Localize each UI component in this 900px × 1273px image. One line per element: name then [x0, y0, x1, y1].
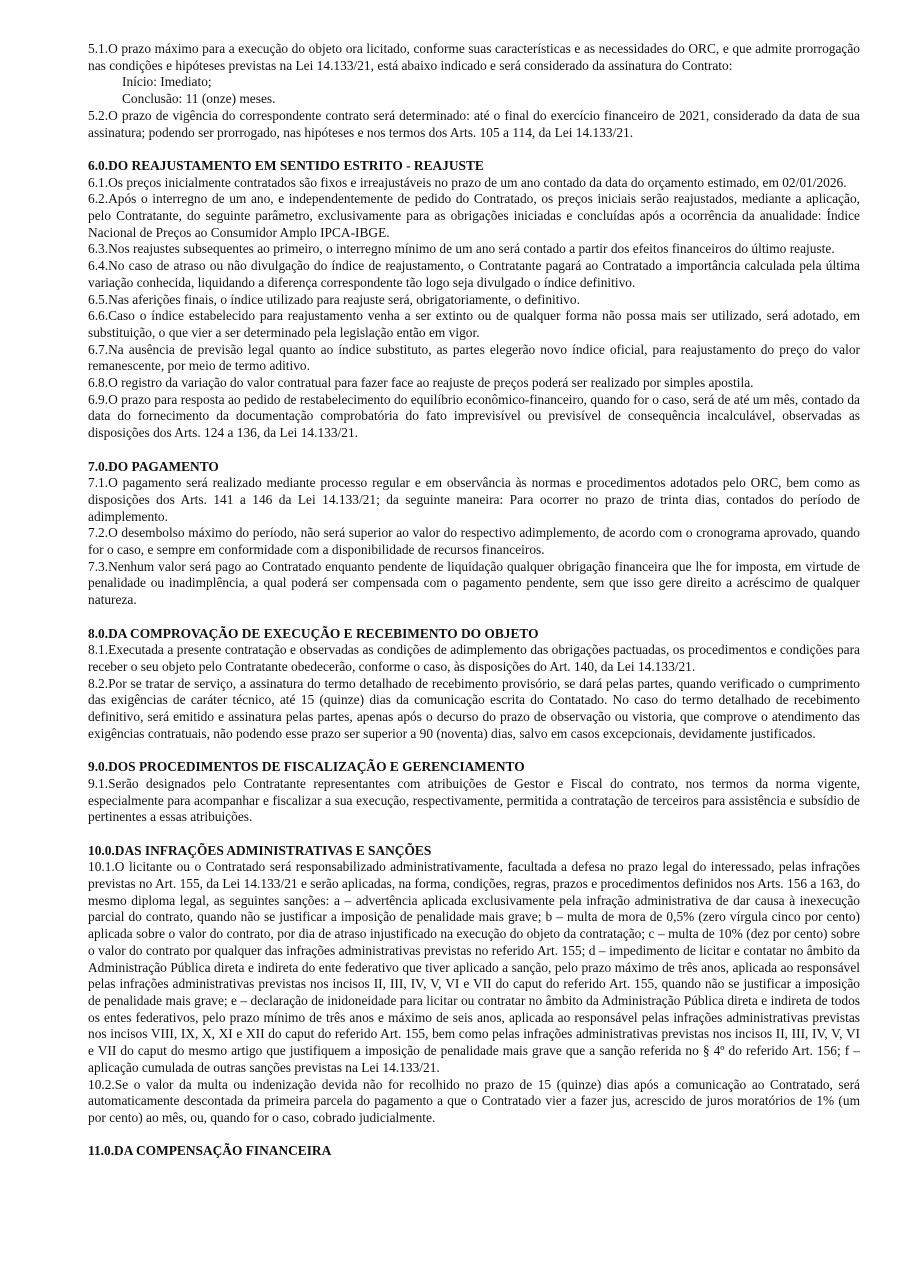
section-7	[88, 459, 860, 609]
paragraph-7-3: 7.3.Nenhum valor será pago ao Contratado enquanto pendente de liquidação qualquer obrigação financeira que lhe for imposta, em virtude de penalidade ou inadimplência, a qual poderá ser compensada com o pagamento pendente, sem que isso gere direito a acréscimo de qualquer natureza.	[88, 558, 860, 608]
paragraph-6-7: 6.7.Na ausência de previsão legal quanto ao índice substituto, as partes elegerão novo índice oficial, para reajustamento do preço do valor remanescente, por meio de termo aditivo.	[88, 341, 860, 374]
section-8-heading: 8.0.DA COMPROVAÇÃO DE EXECUÇÃO E RECEBIMENTO DO OBJETO	[88, 625, 539, 641]
paragraph-6-2: 6.2.Após o interregno de um ano, e independentemente de pedido do Contratado, os preços iniciais serão reajustados, mediante a aplicação, pelo Contratante, do seguinte parâmetro, exclusivamente para as obrigações iniciadas e concluídas após a ocorrência da anualidade: Índice Nacional de Preços ao Consumidor Amplo IPCA-IBGE.	[88, 191, 860, 240]
paragraph-6-8: 6.8.O registro da variação do valor contratual para fazer face ao reajuste de preços poderá ser realizado por simples apostila.	[88, 375, 754, 391]
paragraph-7-2: 7.2.O desembolso máximo do período, não será superior ao valor do respectivo adimplemento, de acordo com o cronograma aprovado, quando for o caso, e sempre em conformidade com a disponibilidade de recursos financeiros.	[88, 525, 860, 558]
paragraph-8-2: 8.2.Por se tratar de serviço, a assinatura do termo detalhado de recebimento provisório, se dará pelas partes, quando verificado o cumprimento das exigências de caráter técnico, até 15 (quinze) dias da comunicação escrita do Contatado. No caso do termo detalhado de recebimento definitivo, será emitido e assinatura pelas partes, apenas após o decurso do prazo de observação ou vistoria, que comprove o atendimento das exigências contratuais, não podendo esse prazo ser superior a 90 (noventa) dias, salvo em casos excepcionais, devidamente justificados.	[88, 675, 860, 741]
section-5	[88, 41, 860, 141]
paragraph-8-1: 8.1.Executada a presente contratação e observadas as condições de adimplemento das obrigações pactuadas, os procedimentos e condições para receber o seu objeto pelo Contratante obedecerão, conforme o caso, às disposições do Art. 140, da Lei 14.133/21.	[88, 642, 860, 674]
section-11	[88, 1143, 860, 1160]
paragraph-7-1: 7.1.O pagamento será realizado mediante processo regular e em observância às normas e procedimentos adotados pelo ORC, bem como as disposições dos Arts. 141 a 146 da Lei 14.133/21; da seguinte maneira: Para ocorrer no prazo de trinta dias, contados do período de adimplemento.	[88, 475, 860, 524]
paragraph-5-1-conclusao: Conclusão: 11 (onze) meses.	[122, 91, 276, 107]
section-9	[88, 759, 860, 826]
paragraph-6-3: 6.3.Nos reajustes subsequentes ao primeiro, o interregno mínimo de um ano será contado a partir dos efeitos financeiros do último reajuste.	[88, 241, 835, 257]
section-11-heading: 11.0.DA COMPENSAÇÃO FINANCEIRA	[88, 1143, 332, 1159]
paragraph-6-1: 6.1.Os preços inicialmente contratados são fixos e irreajustáveis no prazo de um ano contado da data do orçamento estimado, em 02/01/2026.	[88, 174, 847, 190]
paragraph-10-2: 10.2.Se o valor da multa ou indenização devida não for recolhido no prazo de 15 (quinze) dias após a comunicação ao Contratado, será automaticamente descontada da primeira parcela do pagamento a que o Contratado vier a fazer jus, acrescido de juros moratórios de 1% (um por cento) ao mês, ou, quando for o caso, cobrado judicialmente.	[88, 1076, 860, 1125]
paragraph-5-1: 5.1.O prazo máximo para a execução do objeto ora licitado, conforme suas características e as necessidades do ORC, e que admite prorrogação nas condições e hipóteses previstas na Lei 14.133/21, está abaixo indicado e será considerado da assinatura do Contrato:	[88, 41, 860, 73]
section-6-heading: 6.0.DO REAJUSTAMENTO EM SENTIDO ESTRITO - REAJUSTE	[88, 157, 484, 173]
paragraph-9-1: 9.1.Serão designados pelo Contratante representantes com atribuições de Gestor e Fiscal do contrato, nos termos da norma vigente, especialmente para acompanhar e fiscalizar a sua execução, respectivamente, permitida a contratação de terceiros para assistência e subsídio de pertinentes a essas atribuições.	[88, 775, 860, 825]
paragraph-5-2: 5.2.O prazo de vigência do correspondente contrato será determinado: até o final do exercício financeiro de 2021, considerado da data de sua assinatura; podendo ser prorrogado, nas hipóteses e nos termos dos Arts. 105 a 114, da Lei 14.133/21.	[88, 107, 860, 140]
section-9-heading: 9.0.DOS PROCEDIMENTOS DE FISCALIZAÇÃO E GERENCIAMENTO	[88, 759, 525, 775]
paragraph-6-9: 6.9.O prazo para resposta ao pedido de restabelecimento do equilíbrio econômico-financeiro, quando for o caso, será de até um mês, contado da data do fornecimento da documentação comprobatória do fato imprevisível ou previsível de consequência incalculável, observadas as disposições dos Arts. 124 a 136, da Lei 14.133/21.	[88, 391, 860, 441]
paragraph-6-4: 6.4.No caso de atraso ou não divulgação do índice de reajustamento, o Contratante pagará ao Contratado a importância calculada pela última variação conhecida, liquidando a diferença correspondente tão logo seja divulgado o índice definitivo.	[88, 258, 860, 290]
paragraph-10-1: 10.1.O licitante ou o Contratado será responsabilizado administrativamente, facultada a defesa no prazo legal do interessado, pelas infrações previstas no Art. 155, da Lei 14.133/21 e serão aplicadas, na forma, condições, regras, prazos e procedimentos definidos nos Arts. 156 a 163, do mesmo diploma legal, as seguintes sanções: a – advertência aplicada exclusivamente pela infração administrativa de dar causa à inexecução parcial do contrato, quando não se justificar a imposição de penalidade mais grave; b – multa de mora de 0,5% (zero vírgula cinco por cento) aplicada sobre o valor do contrato, por dia de atraso injustificado na execução do objeto da contratação; c – multa de 10% (dez por cento) sobre o valor do contrato por qualquer das infrações administrativas previstas no referido Art. 155; d – impedimento de licitar e contatar no âmbito da Administração Pública direta e indireta do ente federativo que tiver aplicado a sanção, pelo prazo máximo de três anos, aplicada ao responsável pelas infrações administrativas previstas nos incisos II, III, IV, V, VI e VII do caput do referido Art. 155, quando não se justificar a imposição de penalidade mais grave; e – declaração de inidoneidade para licitar ou contratar no âmbito da Administração Pública direta e indireta de todos os entes federativos, pelo prazo mínimo de três anos e máximo de seis anos, aplicada ao responsável pelas infrações administrativas previstas nos incisos VIII, IX, X, XI e XII do caput do referido Art. 155, bem como pelas infrações administrativas previstas nos incisos II, III, IV, V, VI e VII do caput do mesmo artigo que justifiquem a imposição de penalidade mais grave que a sanção referida no § 4º do referido Art. 156; f – aplicação cumulada de outras sanções previstas na Lei 14.133/21.	[88, 859, 860, 1075]
section-7-heading: 7.0.DO PAGAMENTO	[88, 458, 219, 474]
paragraph-5-1-inicio: Início: Imediato;	[122, 74, 212, 90]
paragraph-6-6: 6.6.Caso o índice estabelecido para reajustamento venha a ser extinto ou de qualquer forma não possa mais ser utilizado, será adotado, em substituição, o que vier a ser determinado pela legislação então em vigor.	[88, 308, 860, 340]
section-6	[88, 158, 860, 442]
section-8	[88, 626, 860, 743]
section-10	[88, 843, 860, 1127]
paragraph-6-5: 6.5.Nas aferições finais, o índice utilizado para reajuste será, obrigatoriamente, o definitivo.	[88, 291, 580, 307]
section-10-heading: 10.0.DAS INFRAÇÕES ADMINISTRATIVAS E SANÇÕES	[88, 842, 432, 858]
